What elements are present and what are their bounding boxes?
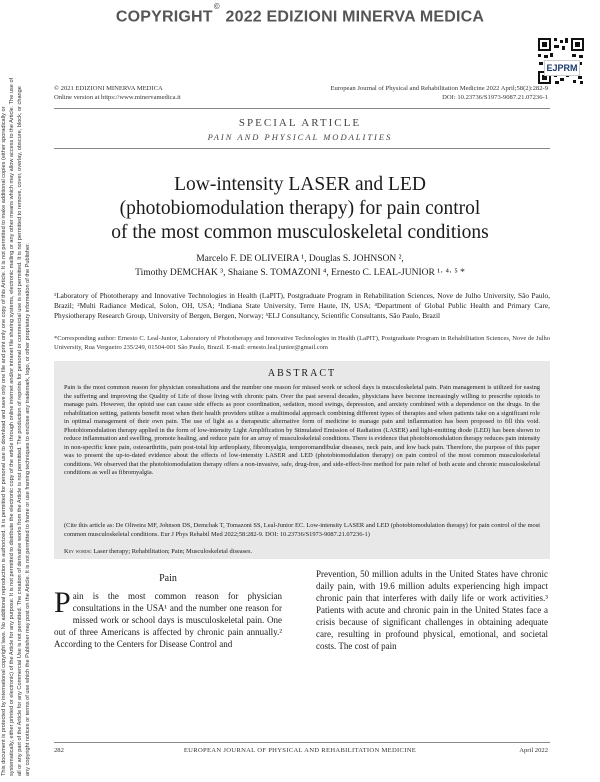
banner-left: COPYRIGHT: [115, 8, 213, 26]
section-rule: [54, 148, 550, 149]
article-section: PAIN AND PHYSICAL MODALITIES: [207, 132, 393, 142]
abstract-body: Pain is the most common reason for physician consultations and the number one reason for missed work or school days is musculoskeletal pain. Pain management is utilized for easing the suffering and improving the Quality of Life of those living with chronic pain. Over the past several decades, physicians have become increasingly willing to prescribe opioids to manage pain. However, the opioid use can cause side effects as poor coordination, sedation, mood swings, depression, and anxiety combined with a dependence on the drugs. In the rehabilitation setting, patients benefit most when their health providers utilize a multimodal approach combining different types of therapies and when patients take on a significant role in optimal management of their own pain. The use of light as a therapeutic alternative form of medicine to manage pain and inflammation has been proposed to fill this void. Photobiomodulation therapy applied in the form of low-intensity Light Amplification by Stimulated Emission of Radiation (LASER) and light-emitting diode (LED) has been shown to reduce inflammation and swelling, promote healing, and reduce pain for an array of musculoskeletal conditions. There is evidence that photobiomodulation therapy reduces pain intensity in non-specific knee pain, osteoarthritis, pain post-total hip arthroplasty, fibromyalgia, temporomandibular diseases, neck pain, and low back pain. Therefore, the purpose of this paper was to present the up-to-dated evidence about the effects of low-intensity LASER and LED (photobiomodulation therapy) on pain control of the most common musculoskeletal conditions. We observed that the photobiomodulation therapy offers a non-invasive, safe, drug-free, and side-effect-free method for pain relief of both acute and chronic musculoskeletal conditions as well as fibromyalgia.: [64, 384, 540, 476]
keywords: [64, 548, 540, 557]
keywords-list: Laser therapy; Rehabilitation; Pain; Musculoskeletal diseases.: [93, 548, 253, 555]
online-version: Online version at https://www.minervamedica.it: [54, 93, 181, 101]
article-title: [60, 173, 540, 245]
affiliations: ¹Laboratory of Phototherapy and Innovative Technologies in Health (LaPIT), Postgraduate Program in Rehabilitation Sciences, Nove de Julho University, São Paulo, Brazil; ²Multi Radiance Medical, Solon, OH, USA; ³Indiana State University, Terre Haute, IN, USA; ⁴Department of Global Public Health and Primary Care, Physiotherapy Research Group, University of Bergen, Bergen, Norway; ⁵ELJ Consultancy, Scientific Consultants, São Paulo, Brazil: [54, 291, 550, 320]
footer-rule: [54, 742, 550, 743]
footer-date: April 2022: [519, 747, 548, 754]
citation-note: (Cite this article as: De Oliveira MF, Johnson DS, Demchak T, Tomazoni SS, Leal-Junior EC. Low-intensity LASER and LED (photobiomodulation therapy) for pain control of the most common musculoskeletal conditions. Eur J Phys Rehabil Med 2022;58:282-9. DOI: 10.23736/S1973-9087.21.07236-1): [64, 522, 540, 538]
journal-logo: EJPRM: [544, 60, 580, 76]
body-right-column: Prevention, 50 million adults in the United States have chronic daily pain, with 19.6 million adults experiencing high impact chronic pain that interferes with daily life or work activities.³ Patients with acute and chronic pain in the United States face a crisis because of significant challenges in obtaining adequate care, resulting in profound physical, emotional, and societal costs. The cost of pain: [316, 569, 548, 651]
article-type: SPECIAL ARTICLE: [238, 117, 362, 129]
abstract-heading: ABSTRACT: [267, 368, 337, 379]
copyright-symbol: ©: [213, 2, 220, 11]
journal-reference: European Journal of Physical and Rehabilitation Medicine 2022 April;58(2):282-9: [330, 85, 548, 92]
title-line-3: of the most common musculoskeletal conditions: [111, 222, 489, 243]
authors-line-2: Timothy DEMCHAK ³, Shaiane S. TOMAZONI ⁴, Ernesto C. LEAL-JUNIOR ¹· ⁴· ⁵ *: [135, 268, 465, 278]
copyright-banner: [0, 2, 600, 26]
page-number: 282: [54, 747, 64, 754]
section-heading-pain: Pain: [159, 573, 177, 584]
title-line-1: Low-intensity LASER and LED: [174, 174, 426, 195]
keywords-label: Key words:: [64, 548, 92, 555]
publisher-copyright: © 2021 EDIZIONI MINERVA MEDICA: [54, 85, 163, 92]
footer-journal: EUROPEAN JOURNAL OF PHYSICAL AND REHABILITATION MEDICINE: [183, 747, 417, 754]
corresponding-author: *Corresponding author: Ernesto C. Leal-Junior, Laboratory of Phototherapy and Innovative Technologies in Health (LaPIT), Postgraduate Program in Rehabilitation Sciences, Nove de Julho University, Rua Vergueiro 235/249, 01504-001 São Paulo, Brazil. E-mail: ernesto.leal.junior@gmail.com: [54, 335, 550, 351]
body-left-text: ain is the most common reason for physician consultations in the USA¹ and the number one reason for missed work or school days is musculoskeletal pain. One out of three Americans is affected by chronic pain annually.² According to the Centers for Disease Control and: [54, 591, 282, 649]
side-copyright-notice: This document is protected by international copyright laws. No additional reproduction is authorized. It is permitted for personal use to download and save only one file and print only one copy of this Article. It is not permitted to make additional copies (either sporadically or systematically, either printed or electronic) of the Article for any purpose. It is not permitted to distribute the electronic copy of the article through online internet and/or intranet file sharing systems, electronic mailing or any other means which may allow access to the Article. The use of all or any part of the Article for any Commercial Use is not permitted. The creation of derivative works from the Article is not permitted. The production of reprints for personal or commercial use is not permitted. It is not permitted to remove, cover, overlay, obscure, block, or change any copyright notices or terms of use which the Publisher may post on the Article. It is not permitted to frame or use framing techniques to enclose any trademark, logo, or other proprietary information of the Publisher.: [1, 77, 31, 776]
doi: DOI: 10.23736/S1973-9087.21.07236-1: [442, 93, 548, 101]
header-rule: [54, 108, 550, 109]
publisher-info: [54, 85, 181, 102]
author-list: [60, 252, 540, 280]
title-line-2: (photobiomodulation therapy) for pain control: [119, 198, 481, 219]
body-left-column: [54, 586, 282, 650]
journal-citation: [306, 85, 548, 102]
drop-cap: P: [54, 586, 71, 619]
authors-line-1: Marcelo F. DE OLIVEIRA ¹, Douglas S. JOHNSON ²,: [196, 254, 404, 264]
banner-right: 2022 EDIZIONI MINERVA MEDICA: [225, 8, 485, 26]
